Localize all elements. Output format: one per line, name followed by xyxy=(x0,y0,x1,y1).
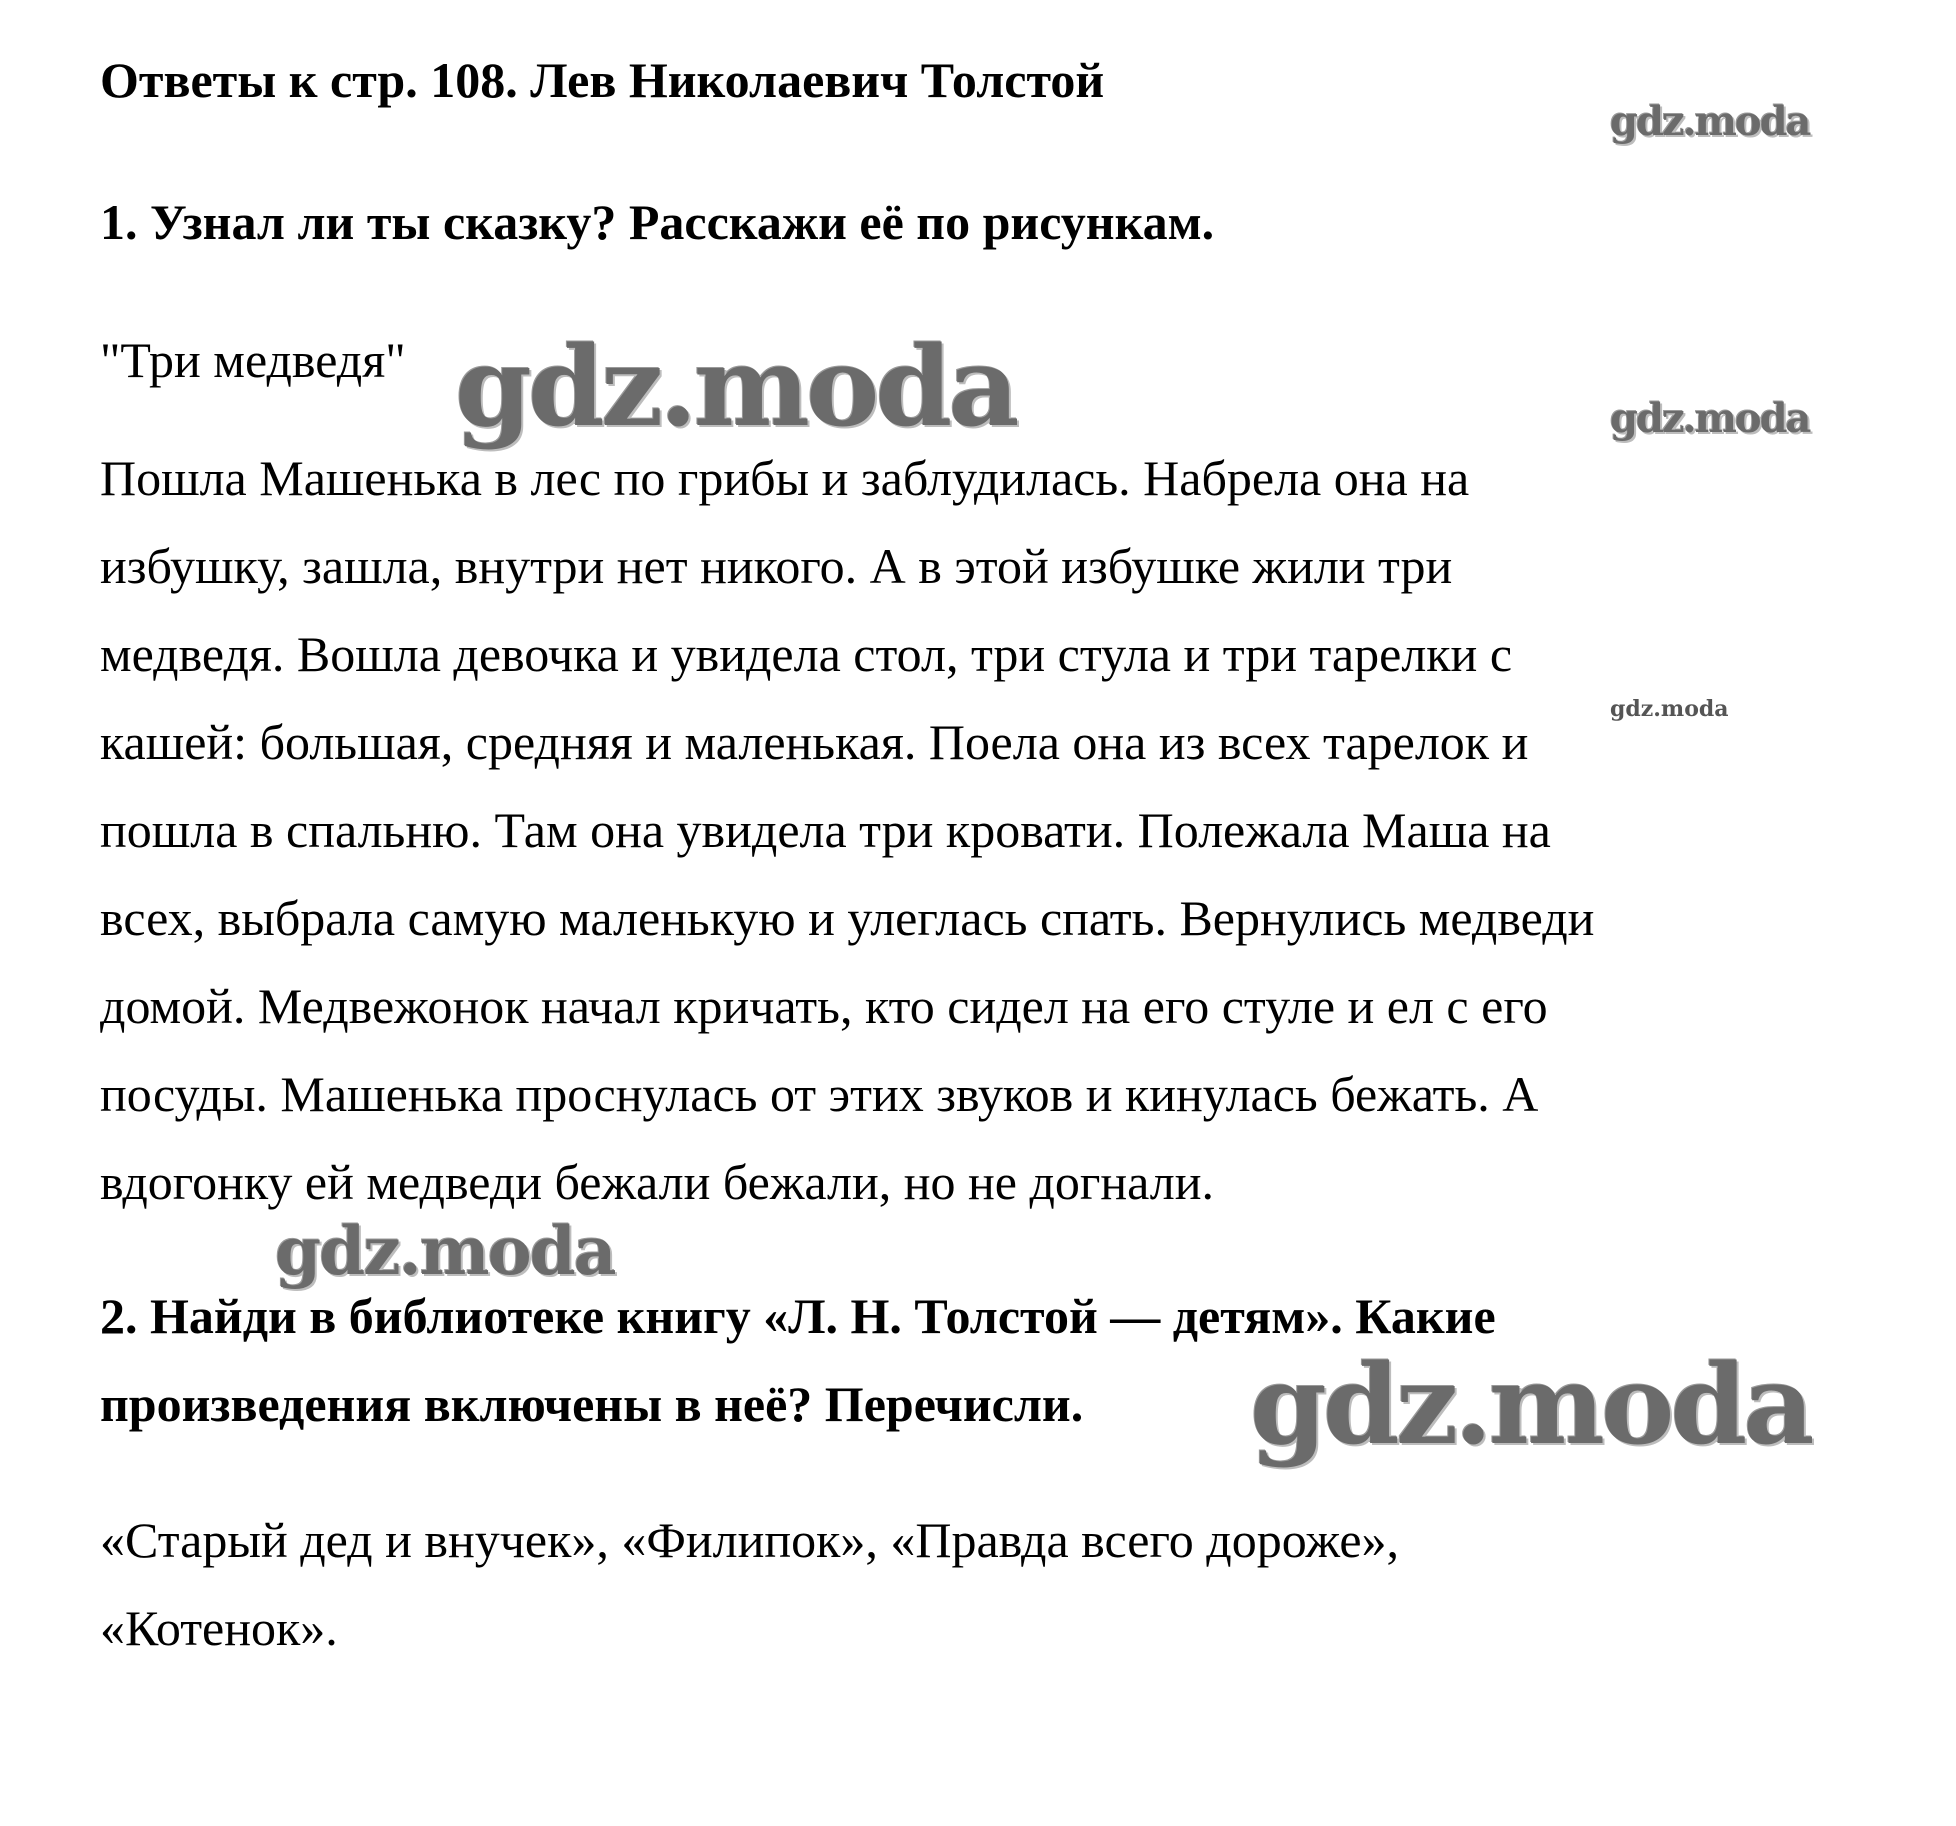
text-line: посуды. Машенька проснулась от этих звуков и кинулась бежать. А xyxy=(100,1066,1539,1122)
text-line: Пошла Машенька в лес по грибы и заблудилась. Набрела она на xyxy=(100,450,1470,506)
watermark: gdz.moda xyxy=(1610,98,1810,145)
task1-answer-text xyxy=(100,434,1594,1226)
page-title: Ответы к стр. 108. Лев Николаевич Толстой xyxy=(100,52,1105,108)
text-line: избушку, зашла, внутри нет никого. А в этой избушке жили три xyxy=(100,538,1453,594)
text-line: «Старый дед и внучек», «Филипок», «Правда всего дороже», xyxy=(100,1512,1400,1568)
text-line: 2. Найди в библиотеке книгу «Л. Н. Толстой — детям». Какие xyxy=(100,1288,1496,1344)
task1-question: 1. Узнал ли ты сказку? Расскажи её по рисункам. xyxy=(100,194,1215,250)
text-line: домой. Медвежонок начал кричать, кто сидел на его стуле и ел с его xyxy=(100,978,1548,1034)
watermark: gdz.moda xyxy=(275,1212,615,1290)
watermark: gdz.moda xyxy=(1610,696,1729,722)
task1-answer-title: "Три медведя" xyxy=(100,332,406,388)
text-line: медведя. Вошла девочка и увидела стол, три стула и три тарелки с xyxy=(100,626,1513,682)
watermark: gdz.moda xyxy=(1250,1340,1811,1469)
task2-answer-text xyxy=(100,1496,1399,1672)
watermark: gdz.moda xyxy=(1610,395,1810,442)
text-line: кашей: большая, средняя и маленькая. Поела она из всех тарелок и xyxy=(100,714,1529,770)
watermark: gdz.moda xyxy=(455,322,1016,451)
text-line: пошла в спальню. Там она увидела три кровати. Полежала Маша на xyxy=(100,802,1551,858)
text-line: произведения включены в неё? Перечисли. xyxy=(100,1376,1084,1432)
text-line: «Котенок». xyxy=(100,1600,338,1656)
text-line: вдогонку ей медведи бежали бежали, но не догнали. xyxy=(100,1154,1214,1210)
text-line: всех, выбрала самую маленькую и улеглась спать. Вернулись медведи xyxy=(100,890,1595,946)
